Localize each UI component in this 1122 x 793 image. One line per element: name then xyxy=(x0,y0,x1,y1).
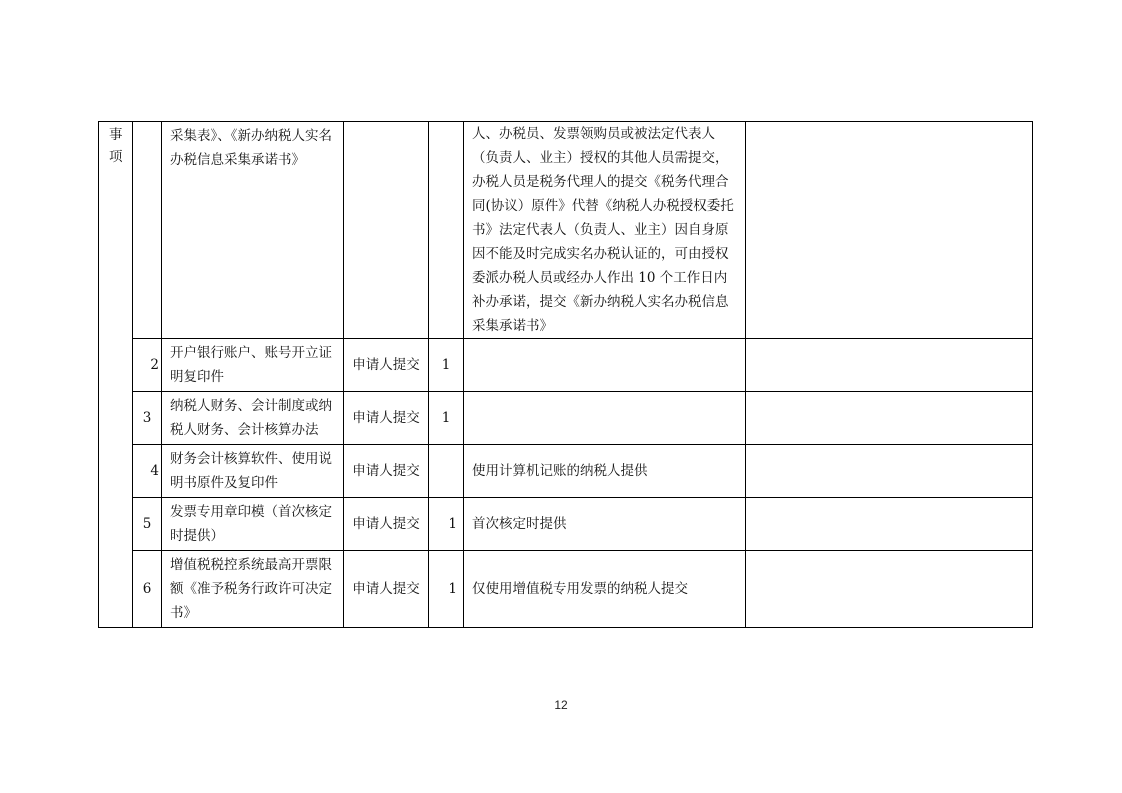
row-number: 4 xyxy=(133,445,162,498)
row-number: 2 xyxy=(133,339,162,392)
table-row xyxy=(99,122,1033,339)
material-cell: 发票专用章印模（首次核定时提供） xyxy=(162,498,344,551)
material-cell: 增值税税控系统最高开票限额《准予税务行政许可决定书》 xyxy=(162,551,344,628)
count-cell: 1 xyxy=(429,392,464,445)
row-number xyxy=(133,122,162,339)
material-cell: 财务会计核算软件、使用说明书原件及复印件 xyxy=(162,445,344,498)
remark-cell xyxy=(746,122,1033,339)
category-cell xyxy=(99,122,133,628)
source-cell: 申请人提交 xyxy=(344,392,429,445)
source-cell: 申请人提交 xyxy=(344,498,429,551)
remark-cell xyxy=(746,445,1033,498)
material-cell: 开户银行账户、账号开立证明复印件 xyxy=(162,339,344,392)
row-number: 3 xyxy=(133,392,162,445)
source-cell xyxy=(344,122,429,339)
table-row xyxy=(99,445,1033,498)
count-cell xyxy=(429,445,464,498)
note-cell: 人、办税员、发票领购员或被法定代表人（负责人、业主）授权的其他人员需提交，办税人员是税务代理人的提交《税务代理合同(协议）原件》代替《纳税人办税授权委托书》法定代表人（负责人、业主）因自身原因不能及时完成实名办税认证的，可由授权委派办税人员或经办人作出 10 个工作日内补办承诺，提交《新办纳税人实名办税信息采集承诺书》 xyxy=(464,122,746,339)
count-cell: 1 xyxy=(429,339,464,392)
materials-table xyxy=(98,121,1033,628)
count-cell xyxy=(429,122,464,339)
note-cell xyxy=(464,339,746,392)
note-cell: 首次核定时提供 xyxy=(464,498,746,551)
source-cell: 申请人提交 xyxy=(344,551,429,628)
source-cell: 申请人提交 xyxy=(344,339,429,392)
remark-cell xyxy=(746,551,1033,628)
table-row xyxy=(99,392,1033,445)
row-number: 6 xyxy=(133,551,162,628)
row-number: 5 xyxy=(133,498,162,551)
remark-cell xyxy=(746,339,1033,392)
table-row xyxy=(99,498,1033,551)
note-cell: 仅使用增值税专用发票的纳税人提交 xyxy=(464,551,746,628)
remark-cell xyxy=(746,392,1033,445)
remark-cell xyxy=(746,498,1033,551)
count-cell: 1 xyxy=(429,551,464,628)
table-row xyxy=(99,339,1033,392)
category-label: 事项 xyxy=(109,127,123,165)
source-cell: 申请人提交 xyxy=(344,445,429,498)
count-cell: 1 xyxy=(429,498,464,551)
note-cell: 使用计算机记账的纳税人提供 xyxy=(464,445,746,498)
table-row xyxy=(99,551,1033,628)
material-cell: 采集表》、《新办纳税人实名办税信息采集承诺书》 xyxy=(162,122,344,339)
page-number: 12 xyxy=(554,698,568,712)
note-cell xyxy=(464,392,746,445)
material-cell: 纳税人财务、会计制度或纳税人财务、会计核算办法 xyxy=(162,392,344,445)
